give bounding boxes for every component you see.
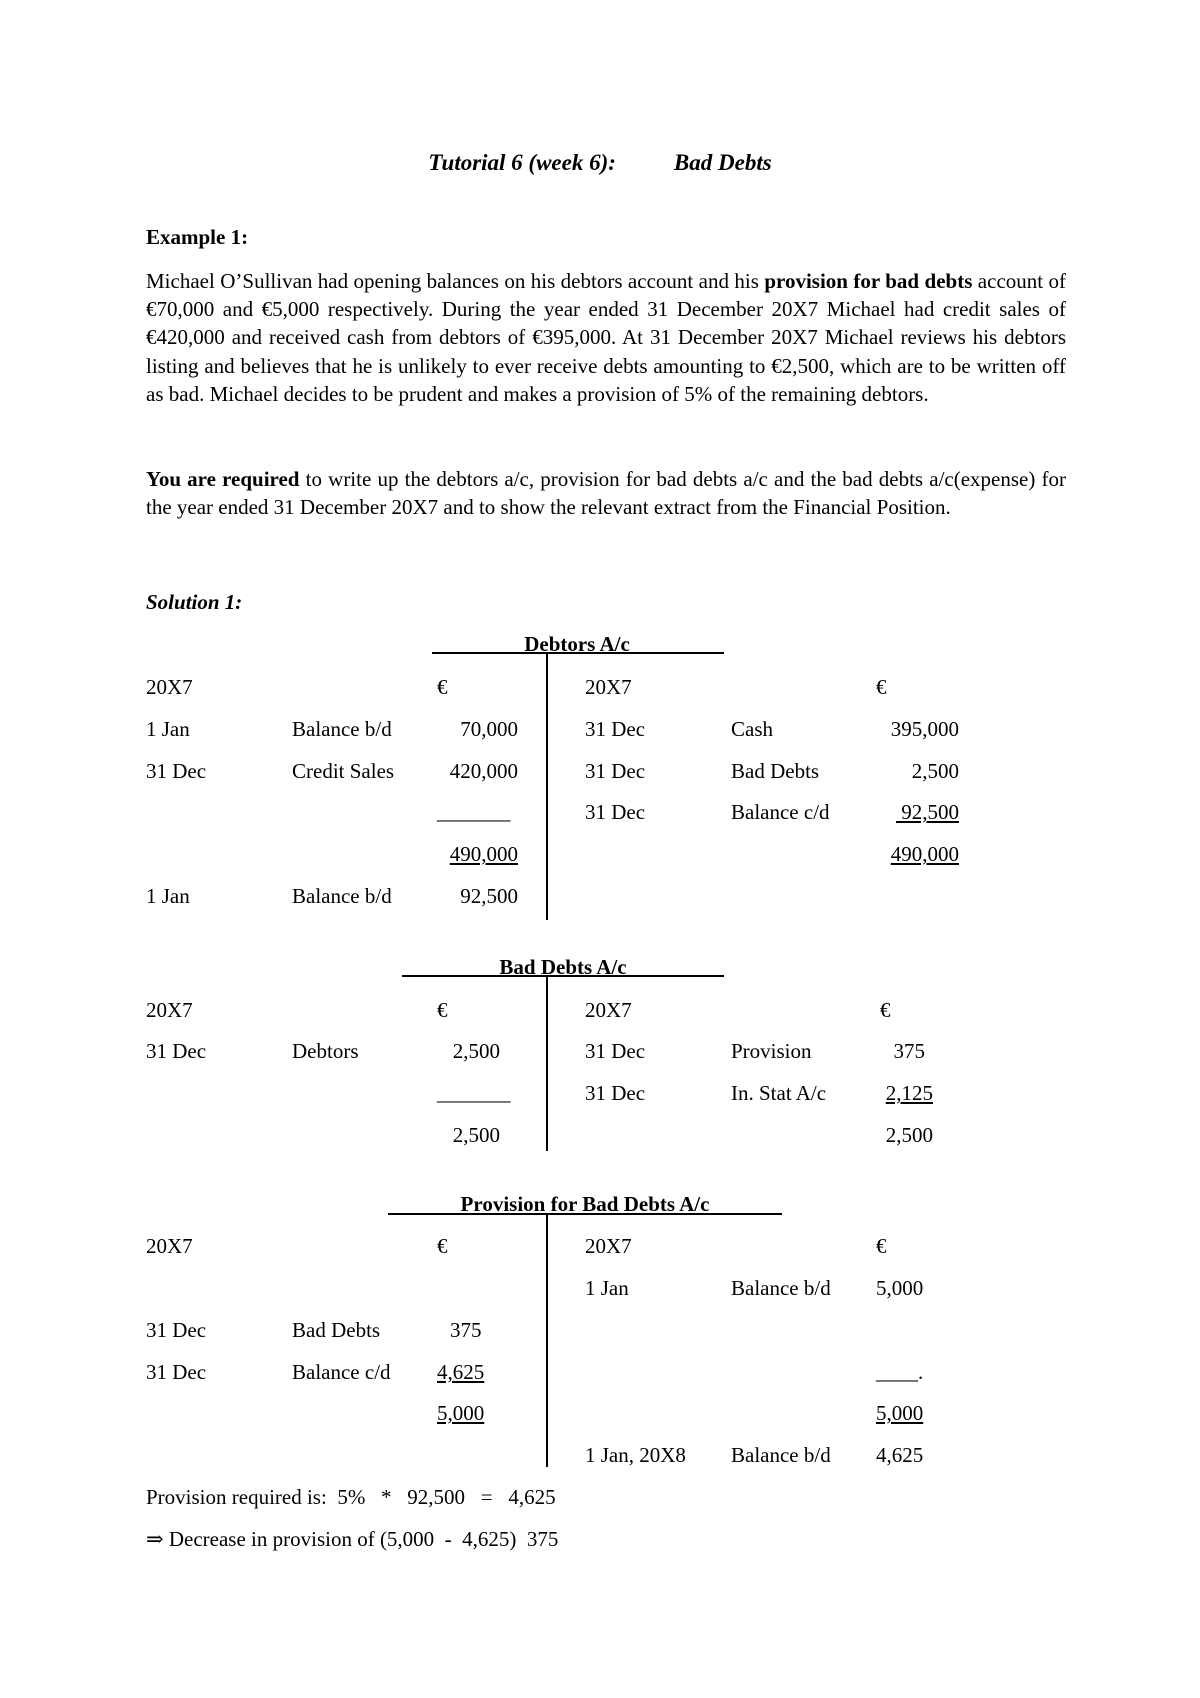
- example-text-2: account of €70,000 and €5,000 respectively. During the year ended 31 December 20X7 Michael had credit sales of €420,000 and received cash from debtors of €395,000. At 31 December 20X7 Michael reviews his debtors listing and believes that he is unlikely to ever receive debts amounting to €2,500, which are to be written off as bad. Michael decides to be prudent and makes a provision of 5% of the remaining debtors.: [146, 269, 1067, 406]
- provision-currency-dr: €: [437, 1234, 448, 1258]
- debtors-row-amount: 395,000: [890, 717, 959, 741]
- provision-row-amount: 4,625: [876, 1443, 924, 1467]
- provision-decrease-note: ⇒ Decrease in provision of (5,000 - 4,625) 375: [146, 1527, 559, 1551]
- bad-debts-row-amount: 2,500: [452, 1039, 500, 1063]
- bad-debts-total-dr: 2,500: [452, 1123, 500, 1147]
- bad-debts-row-date: 31 Dec: [146, 1039, 207, 1063]
- debtors-row-desc: Credit Sales: [292, 759, 395, 783]
- provision-row-desc: Bad Debts: [292, 1318, 381, 1342]
- example-text-1: Michael O’Sullivan had opening balances on his debtors account and his: [146, 269, 765, 293]
- debtors-row-date: 31 Dec: [585, 717, 646, 741]
- bad-debts-year-cr: 20X7: [585, 998, 632, 1022]
- provision-row-amount: 4,625: [437, 1360, 485, 1384]
- bad-debts-row-amount: 2,125: [885, 1081, 933, 1105]
- debtors-row-desc: Bad Debts: [731, 759, 820, 783]
- title-topic: Bad Debts: [673, 150, 772, 175]
- provision-row-desc: Balance b/d: [731, 1443, 831, 1467]
- debtors-row-amount: 92,500: [460, 884, 518, 908]
- bad-debts-total-rule: _______: [437, 1081, 511, 1105]
- provision-year-cr: 20X7: [585, 1234, 632, 1258]
- debtors-row-desc: Balance c/d: [731, 800, 830, 824]
- debtors-total-cr: 490,000: [890, 842, 959, 866]
- provision-row-date: 1 Jan, 20X8: [585, 1443, 686, 1467]
- debtors-row-date: 1 Jan: [146, 884, 190, 908]
- bad-debts-row-amount: 375: [893, 1039, 925, 1063]
- debtors-year-cr: 20X7: [585, 675, 632, 699]
- debtors-row-desc: Balance b/d: [292, 884, 392, 908]
- provision-year-dr: 20X7: [146, 1234, 193, 1258]
- provision-row-desc: Balance b/d: [731, 1276, 831, 1300]
- bad-debts-currency-dr: €: [437, 998, 448, 1022]
- provision-row-amount: 375: [450, 1318, 482, 1342]
- debtors-t-divider: [546, 652, 548, 920]
- provision-total-dr: 5,000: [437, 1401, 485, 1425]
- bad-debts-row-date: 31 Dec: [585, 1081, 646, 1105]
- debtors-account-title: Debtors A/c: [524, 632, 630, 656]
- debtors-total-rule: _______: [437, 800, 511, 824]
- bad-debts-total-cr: 2,500: [885, 1123, 933, 1147]
- debtors-row-amount: 2,500: [911, 759, 959, 783]
- solution-label: Solution 1:: [146, 590, 243, 614]
- bad-debts-t-divider: [546, 975, 548, 1151]
- provision-t-divider: [546, 1213, 548, 1467]
- requirement-text: to write up the debtors a/c, provision for bad debts a/c and the bad debts a/c(expense) for the year ended 31 December 20X7 and to show the relevant extract from the Financial Position.: [146, 467, 1066, 520]
- debtors-row-date: 1 Jan: [146, 717, 190, 741]
- bad-debts-row-desc: In. Stat A/c: [731, 1081, 827, 1105]
- debtors-total-dr: 490,000: [449, 842, 518, 866]
- debtors-row-desc: Cash: [731, 717, 773, 741]
- example-label: Example 1:: [146, 225, 249, 249]
- requirement-bold: You are required: [146, 467, 300, 491]
- debtors-row-amount: 92,500: [896, 800, 959, 824]
- bad-debts-row-desc: Provision: [731, 1039, 812, 1063]
- requirement-paragraph: [146, 465, 1066, 521]
- provision-row-amount: 5,000: [876, 1276, 924, 1300]
- debtors-row-amount: 420,000: [449, 759, 518, 783]
- provision-row-desc: Balance c/d: [292, 1360, 391, 1384]
- debtors-row-date: 31 Dec: [585, 759, 646, 783]
- debtors-row-date: 31 Dec: [146, 759, 207, 783]
- provision-total-rule: ____.: [876, 1360, 924, 1384]
- provision-t-top: [388, 1213, 782, 1215]
- bad-debts-account-title: Bad Debts A/c: [499, 955, 627, 979]
- provision-row-date: 31 Dec: [146, 1318, 207, 1342]
- example-paragraph: [146, 267, 1066, 408]
- provision-total-cr: 5,000: [876, 1401, 924, 1425]
- page-title: [0, 150, 1200, 176]
- provision-row-date: 31 Dec: [146, 1360, 207, 1384]
- debtors-currency-cr: €: [876, 675, 887, 699]
- debtors-row-desc: Balance b/d: [292, 717, 392, 741]
- debtors-row-date: 31 Dec: [585, 800, 646, 824]
- provision-account-title: Provision for Bad Debts A/c: [460, 1192, 710, 1216]
- debtors-year-dr: 20X7: [146, 675, 193, 699]
- debtors-currency-dr: €: [437, 675, 448, 699]
- provision-currency-cr: €: [876, 1234, 887, 1258]
- bad-debts-currency-cr: €: [880, 998, 891, 1022]
- example-bold-term: provision for bad debts: [764, 269, 973, 293]
- bad-debts-row-date: 31 Dec: [585, 1039, 646, 1063]
- debtors-row-amount: 70,000: [460, 717, 518, 741]
- bad-debts-year-dr: 20X7: [146, 998, 193, 1022]
- bad-debts-t-top: [402, 975, 724, 977]
- provision-row-date: 1 Jan: [585, 1276, 629, 1300]
- provision-required-note: Provision required is: 5% * 92,500 = 4,625: [146, 1485, 556, 1509]
- bad-debts-row-desc: Debtors: [292, 1039, 359, 1063]
- title-tutorial: Tutorial 6 (week 6):: [428, 150, 616, 175]
- debtors-t-top: [432, 652, 724, 654]
